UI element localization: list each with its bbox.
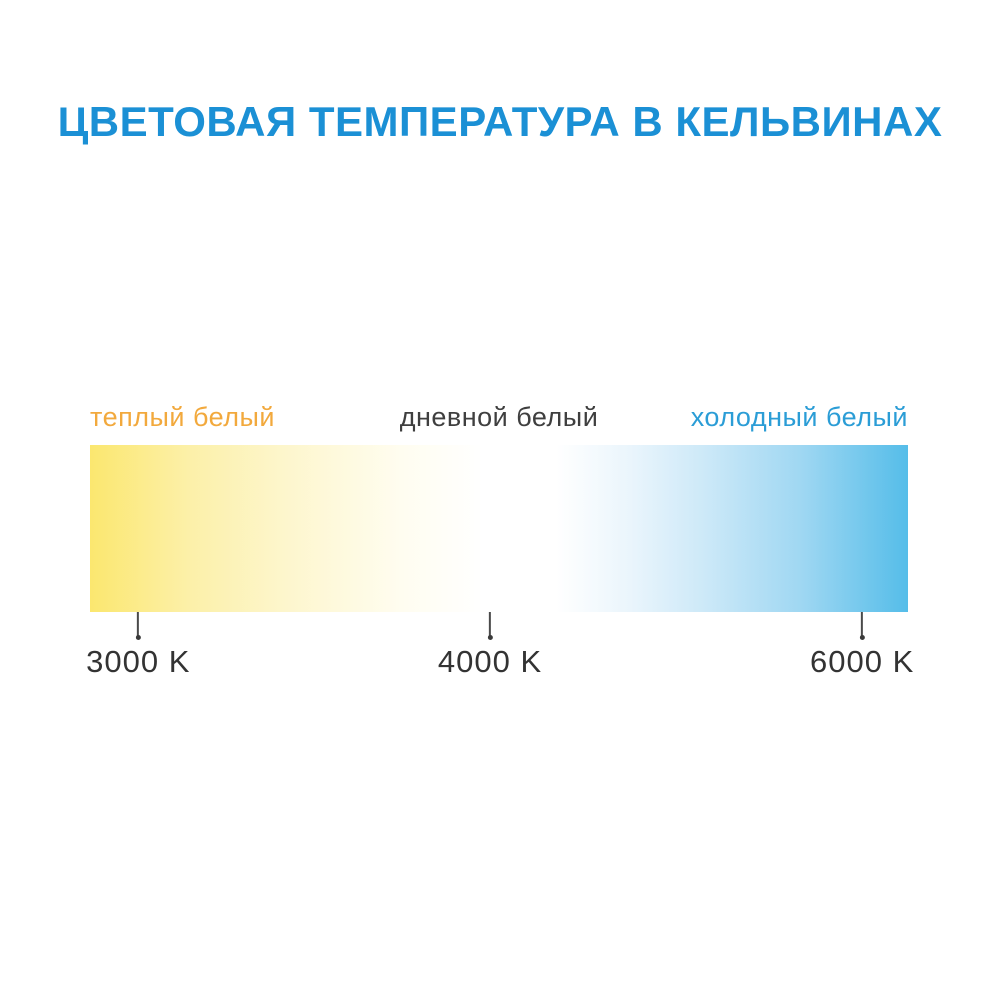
cold-white-label: холодный белый <box>690 402 908 432</box>
tick-value-3000k: 3000 K <box>86 644 191 679</box>
tick-line <box>489 612 491 636</box>
page-title: ЦВЕТОВАЯ ТЕМПЕРАТУРА В КЕЛЬВИНАХ <box>57 98 943 145</box>
tick-dot <box>487 635 492 640</box>
tick-dot <box>860 635 865 640</box>
daylight-white-label: дневной белый <box>399 402 599 432</box>
tick-row <box>86 612 915 692</box>
tick-value-4000k: 4000 K <box>437 644 543 679</box>
tick-line <box>137 612 139 636</box>
zone-label-row <box>90 402 908 445</box>
tick-line <box>861 612 863 636</box>
tick-value-6000k: 6000 K <box>810 644 915 679</box>
tick-6000k <box>810 612 914 680</box>
tick-3000k <box>86 612 190 680</box>
tick-4000k <box>438 612 542 680</box>
tick-dot <box>136 635 141 640</box>
kelvin-gradient-bar <box>90 445 908 612</box>
temperature-scale <box>86 402 915 692</box>
warm-white-label: теплый белый <box>90 402 275 432</box>
